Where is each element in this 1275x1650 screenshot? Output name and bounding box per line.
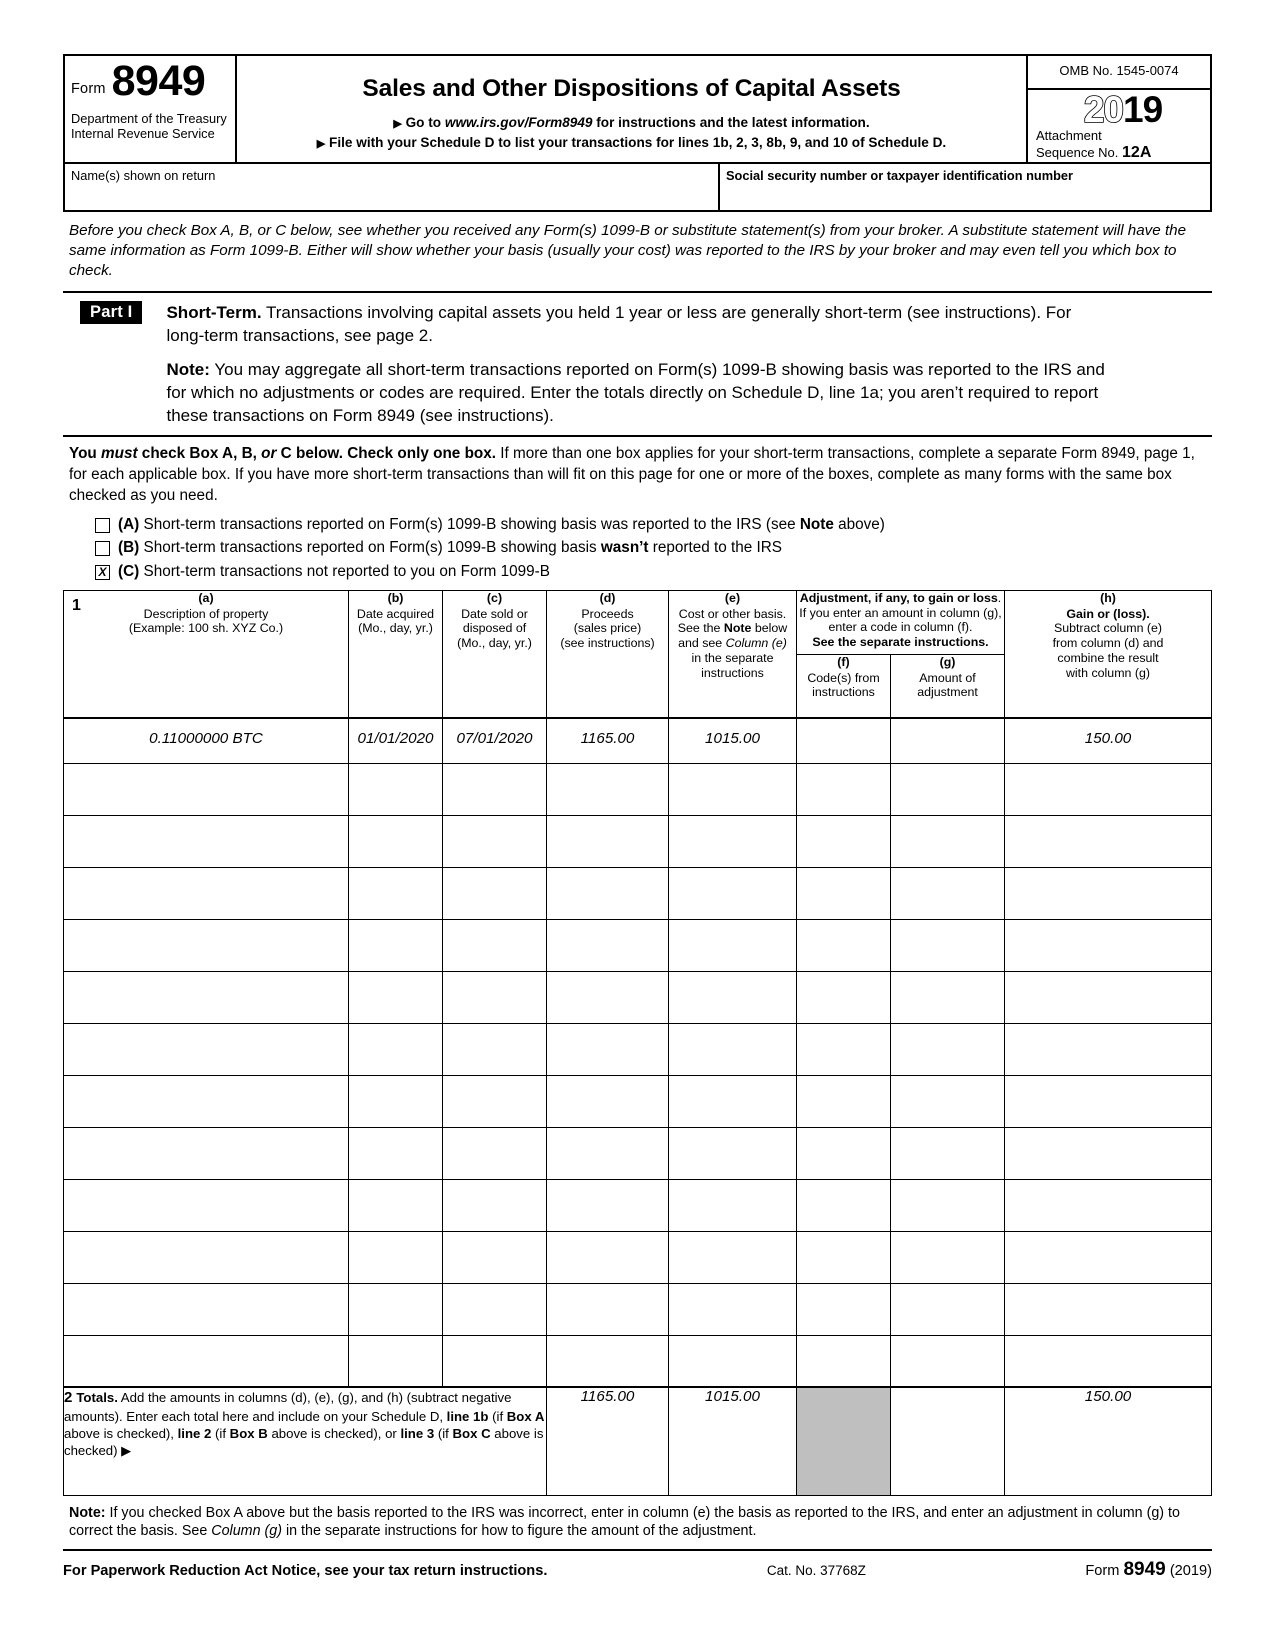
row-3-code[interactable] (797, 867, 891, 919)
row-2-date-acquired[interactable] (349, 815, 443, 867)
totals-gain-loss[interactable]: 150.00 (1005, 1387, 1212, 1495)
row-7-date-acquired[interactable] (349, 1075, 443, 1127)
totals-b4: Box B (229, 1425, 268, 1441)
row-3-description[interactable] (64, 867, 349, 919)
totals-b2: Box A (506, 1408, 545, 1424)
row-6-cost-basis[interactable] (669, 1023, 797, 1075)
must-check-paragraph (63, 437, 1212, 510)
row-7-proceeds[interactable] (547, 1075, 669, 1127)
adjustment-title-main: Adjustment, if any, to gain or loss (799, 590, 998, 605)
ssn-field-cell[interactable] (720, 164, 1210, 210)
adjustment-title-line-4: See the separate instructions. (812, 635, 989, 650)
row-5-gain-loss[interactable] (1005, 971, 1212, 1023)
row-0-proceeds[interactable]: 1165.00 (547, 718, 669, 763)
row-6-description[interactable] (64, 1023, 349, 1075)
totals-b3: line 2 (177, 1425, 212, 1441)
year-block (1028, 90, 1210, 162)
totals-line-number: 2 (64, 1389, 73, 1407)
department-block (71, 111, 231, 142)
file-with-line (237, 135, 1026, 150)
totals-b6: Box C (452, 1425, 491, 1441)
omb-year-block (1028, 56, 1210, 162)
row-12-gain-loss[interactable] (1005, 1335, 1212, 1387)
footer-note-text-1: If you checked Box A above but the basis reported to the IRS was incorrect, enter in column (e) the basis as reported to the IRS, and enter an adjustment in column (g) to correct the basis. See (69, 1504, 1180, 1540)
totals-cost-basis[interactable]: 1015.00 (669, 1387, 797, 1495)
row-4-date-sold[interactable] (443, 919, 547, 971)
totals-code-shaded (797, 1387, 891, 1495)
department-line-2: Internal Revenue Service (71, 126, 215, 142)
name-field-cell[interactable] (65, 164, 720, 210)
column-c-line-3: (Mo., day, yr.) (457, 636, 532, 651)
column-header-e (669, 590, 797, 718)
totals-row (64, 1387, 1212, 1495)
column-header-d (547, 590, 669, 718)
row-7-date-sold[interactable] (443, 1075, 547, 1127)
column-d-line-3: (see instructions) (560, 636, 655, 651)
row-5-date-sold[interactable] (443, 971, 547, 1023)
footer-form-number: 8949 (1123, 1558, 1166, 1580)
column-header-f (797, 654, 891, 718)
department-line-1: Department of the Treasury (71, 110, 227, 126)
row-8-description[interactable] (64, 1127, 349, 1179)
row-7-cost-basis[interactable] (669, 1075, 797, 1127)
arrow-icon-2: ▶ (316, 138, 326, 150)
year-solid-part: 19 (1123, 88, 1163, 130)
adjustment-title-line-3: enter a code in column (f). (828, 620, 973, 635)
must-check-rest: If more than one box applies for your short-term transactions, complete a separate Form 8949, page 1, for each applicable box. If you have more short-term transactions than will fit on this page for one or more of the boxes, complete as many forms with the same box checked as you need. (69, 444, 1195, 504)
column-e-note-bold: Note (723, 621, 752, 636)
row-4-cost-basis[interactable] (669, 919, 797, 971)
catalog-number: Cat. No. 37768Z (766, 1562, 866, 1578)
line-number-1: 1 (72, 596, 81, 614)
column-g-label: (g) (939, 654, 956, 669)
column-e-line-4: in the separate (691, 651, 774, 666)
row-10-date-sold[interactable] (443, 1231, 547, 1283)
checkbox-b-text-3: reported to the IRS (648, 539, 783, 557)
row-11-date-sold[interactable] (443, 1283, 547, 1335)
row-1-description[interactable] (64, 763, 349, 815)
part-1-section (63, 293, 1212, 437)
column-h-label: (h) (1100, 590, 1116, 605)
row-8-gain-loss[interactable] (1005, 1127, 1212, 1179)
arrow-icon: ▶ (393, 118, 402, 130)
checkbox-c[interactable]: X (95, 565, 110, 580)
column-e-line-2c: below (751, 621, 788, 636)
row-12-cost-basis[interactable] (669, 1335, 797, 1387)
table-row[interactable] (64, 763, 1212, 815)
row-5-description[interactable] (64, 971, 349, 1023)
row-3-cost-basis[interactable] (669, 867, 797, 919)
row-5-date-acquired[interactable] (349, 971, 443, 1023)
goto-prefix: Go to (405, 115, 442, 130)
row-1-gain-loss[interactable] (1005, 763, 1212, 815)
footer-note (63, 1496, 1212, 1551)
attachment-sequence (1034, 129, 1210, 162)
form-title-block (237, 56, 1028, 162)
column-header-g (891, 654, 1005, 718)
must-check-b3: C below. Check only one box. (276, 444, 497, 462)
checkbox-b-label (118, 539, 782, 556)
row-0-gain-loss[interactable]: 150.00 (1005, 718, 1212, 763)
row-2-adjustment[interactable] (891, 815, 1005, 867)
row-9-gain-loss[interactable] (1005, 1179, 1212, 1231)
row-2-gain-loss[interactable] (1005, 815, 1212, 867)
footer-form-year: (2019) (1169, 1562, 1212, 1579)
column-c-label: (c) (486, 590, 503, 605)
column-c-line-2: disposed of (462, 621, 527, 636)
attachment-number: 12A (1122, 143, 1152, 161)
table-row[interactable] (64, 815, 1212, 867)
row-9-cost-basis[interactable] (669, 1179, 797, 1231)
checkbox-b[interactable] (95, 541, 110, 556)
row-11-adjustment[interactable] (891, 1283, 1005, 1335)
totals-t6: (if (434, 1425, 453, 1441)
totals-proceeds[interactable]: 1165.00 (547, 1387, 669, 1495)
row-4-code[interactable] (797, 919, 891, 971)
table-row[interactable] (64, 1127, 1212, 1179)
row-4-description[interactable] (64, 919, 349, 971)
broker-intro-paragraph: Before you check Box A, B, or C below, see whether you received any Form(s) 1099-B or substitute statement(s) from your broker. A substitute statement will have the same information as Form 1099-B. Either will show whether your basis (usually your cost) was reported to the IRS by your broker and may even tell you which box to check. (63, 212, 1212, 293)
row-5-cost-basis[interactable] (669, 971, 797, 1023)
row-4-date-acquired[interactable] (349, 919, 443, 971)
column-f-line-2: instructions (812, 685, 875, 700)
column-e-label: (e) (724, 590, 741, 605)
row-7-code[interactable] (797, 1075, 891, 1127)
totals-bold-label: Totals. (76, 1390, 118, 1406)
column-a-label: (a) (198, 590, 214, 605)
form-header (63, 54, 1212, 162)
table-row[interactable] (64, 1075, 1212, 1127)
checkbox-a-label (118, 516, 885, 533)
footer-note-italic: Column (g) (211, 1523, 282, 1540)
column-f-line-1: Code(s) from (807, 670, 880, 685)
column-e-line-3a: and see (678, 636, 726, 651)
row-2-date-sold[interactable] (443, 815, 547, 867)
row-10-description[interactable] (64, 1231, 349, 1283)
row-0-date-acquired[interactable]: 01/01/2020 (349, 718, 443, 763)
file-with-text: File with your Schedule D to list your transactions for lines 1b, 2, 3, 8b, 9, and 10 of Schedule D. (329, 135, 947, 150)
table-row[interactable] (64, 718, 1212, 763)
footer-note-text-2: in the separate instructions for how to figure the amount of the adjustment. (281, 1523, 757, 1540)
row-0-date-sold[interactable]: 07/01/2020 (443, 718, 547, 763)
row-8-date-acquired[interactable] (349, 1127, 443, 1179)
row-7-description[interactable] (64, 1075, 349, 1127)
row-5-code[interactable] (797, 971, 891, 1023)
checkbox-c-letter: (C) (118, 562, 140, 580)
must-check-i2: or (261, 444, 277, 462)
column-h-line-5: with column (g) (1065, 666, 1150, 681)
row-11-code[interactable] (797, 1283, 891, 1335)
ssn-field-label: Social security number or taxpayer identification number (726, 168, 1074, 183)
row-10-code[interactable] (797, 1231, 891, 1283)
totals-text: Add the amounts in columns (d), (e), (g), and (h) (subtract negative amounts). Enter each total here and include on your Schedule D, (64, 1390, 512, 1424)
column-h-line-1: Gain or (loss). (1066, 606, 1150, 621)
attachment-label-2: Sequence No. (1036, 144, 1119, 160)
row-4-gain-loss[interactable] (1005, 919, 1212, 971)
row-1-code[interactable] (797, 763, 891, 815)
row-9-description[interactable] (64, 1179, 349, 1231)
part-1-heading-paragraph (166, 301, 1106, 348)
row-3-proceeds[interactable] (547, 867, 669, 919)
row-11-date-acquired[interactable] (349, 1283, 443, 1335)
part-1-note-label: Note: (166, 359, 210, 379)
column-h-line-2: Subtract column (e) (1053, 621, 1163, 636)
footer-form-label: Form (1085, 1562, 1120, 1579)
row-11-proceeds[interactable] (547, 1283, 669, 1335)
row-11-gain-loss[interactable] (1005, 1283, 1212, 1335)
row-0-adjustment[interactable] (891, 718, 1005, 763)
row-8-proceeds[interactable] (547, 1127, 669, 1179)
column-a-line-2: (Example: 100 sh. XYZ Co.) (128, 621, 284, 636)
column-header-h (1005, 590, 1212, 718)
row-8-code[interactable] (797, 1127, 891, 1179)
column-g-line-2: adjustment (917, 685, 978, 700)
row-10-proceeds[interactable] (547, 1231, 669, 1283)
column-e-line-1: Cost or other basis. (678, 606, 787, 621)
row-6-proceeds[interactable] (547, 1023, 669, 1075)
footer-note-label: Note: (69, 1504, 106, 1521)
column-header-c (443, 590, 547, 718)
adjustment-title-period: . (997, 590, 1002, 605)
adjustment-group-header (797, 590, 1005, 654)
row-12-code[interactable] (797, 1335, 891, 1387)
row-1-cost-basis[interactable] (669, 763, 797, 815)
checkbox-b-bold-2: wasn’t (600, 539, 649, 557)
table-row[interactable] (64, 1231, 1212, 1283)
column-e-italic: Column (e) (725, 636, 787, 651)
table-row[interactable] (64, 1335, 1212, 1387)
part-1-tag: Part I (80, 301, 142, 324)
totals-t5: above is checked), or (267, 1425, 401, 1441)
row-2-cost-basis[interactable] (669, 815, 797, 867)
part-1-note-paragraph (166, 358, 1106, 428)
table-row[interactable] (64, 1283, 1212, 1335)
row-1-date-sold[interactable] (443, 763, 547, 815)
row-3-adjustment[interactable] (891, 867, 1005, 919)
row-6-adjustment[interactable] (891, 1023, 1005, 1075)
row-1-proceeds[interactable] (547, 763, 669, 815)
row-10-adjustment[interactable] (891, 1231, 1005, 1283)
row-6-date-acquired[interactable] (349, 1023, 443, 1075)
checkbox-b-letter: (B) (118, 539, 140, 557)
table-row[interactable] (64, 971, 1212, 1023)
row-7-adjustment[interactable] (891, 1075, 1005, 1127)
attachment-label-1: Attachment (1036, 127, 1102, 143)
row-8-date-sold[interactable] (443, 1127, 547, 1179)
column-d-line-1: Proceeds (581, 606, 634, 621)
row-4-proceeds[interactable] (547, 919, 669, 971)
row-12-proceeds[interactable] (547, 1335, 669, 1387)
must-check-i1: must (101, 444, 138, 462)
column-b-line-2: (Mo., day, yr.) (358, 621, 433, 636)
part-1-heading: Short-Term. (166, 302, 262, 322)
adjustment-title-line-2: If you enter an amount in column (g), (799, 605, 1002, 620)
totals-t2: (if (488, 1408, 507, 1424)
row-12-adjustment[interactable] (891, 1335, 1005, 1387)
column-c-line-1: Date sold or (461, 606, 528, 621)
row-8-cost-basis[interactable] (669, 1127, 797, 1179)
checkbox-a[interactable] (95, 518, 110, 533)
column-d-line-2: (sales price) (573, 621, 642, 636)
column-h-line-3: from column (d) and (1052, 636, 1164, 651)
checkbox-row-c[interactable] (95, 563, 1212, 580)
row-5-proceeds[interactable] (547, 971, 669, 1023)
totals-b1: line 1b (446, 1408, 489, 1424)
row-6-date-sold[interactable] (443, 1023, 547, 1075)
row-10-date-acquired[interactable] (349, 1231, 443, 1283)
goto-suffix: for instructions and the latest information. (596, 115, 870, 130)
taxpayer-identity-row (63, 162, 1212, 212)
column-a-line-1: Description of property (143, 606, 269, 621)
checkbox-a-letter: (A) (118, 516, 140, 534)
row-10-cost-basis[interactable] (669, 1231, 797, 1283)
row-9-code[interactable] (797, 1179, 891, 1231)
name-field-label: Name(s) shown on return (71, 168, 216, 183)
row-6-gain-loss[interactable] (1005, 1023, 1212, 1075)
checkbox-a-text-1: Short-term transactions reported on Form(s) 1099-B showing basis was reported to the IRS (see (139, 516, 800, 534)
table-row[interactable] (64, 1023, 1212, 1075)
row-9-date-acquired[interactable] (349, 1179, 443, 1231)
row-1-adjustment[interactable] (891, 763, 1005, 815)
column-header-b (349, 590, 443, 718)
row-0-description[interactable]: 0.11000000 BTC (64, 718, 349, 763)
row-3-gain-loss[interactable] (1005, 867, 1212, 919)
totals-t3: above is checked), (64, 1425, 178, 1441)
checkbox-a-text-3: above) (833, 516, 885, 534)
footer-form-identifier (1085, 1559, 1212, 1581)
row-8-adjustment[interactable] (891, 1127, 1005, 1179)
row-9-proceeds[interactable] (547, 1179, 669, 1231)
checkbox-b-text-1: Short-term transactions reported on Form(s) 1099-B showing basis (139, 539, 601, 557)
row-11-description[interactable] (64, 1283, 349, 1335)
part-1-note-text: You may aggregate all short-term transactions reported on Form(s) 1099-B showing basis was reported to the IRS and for which no adjustments or codes are required. Enter the totals directly on Schedule D, line 1a; you aren’t required to report these transactions on Form 8949 (see instructions). (166, 359, 1105, 426)
column-d-label: (d) (599, 590, 616, 605)
row-12-description[interactable] (64, 1335, 349, 1387)
row-1-date-acquired[interactable] (349, 763, 443, 815)
goto-url[interactable]: www.irs.gov/Form8949 (444, 115, 593, 130)
totals-t7: above is checked) ▶ (64, 1425, 544, 1458)
table-header-row (64, 590, 1212, 654)
column-b-line-1: Date acquired (356, 606, 435, 621)
totals-b5: line 3 (400, 1425, 435, 1441)
row-4-adjustment[interactable] (891, 919, 1005, 971)
page-title: Sales and Other Dispositions of Capital Assets (362, 75, 901, 102)
row-9-adjustment[interactable] (891, 1179, 1005, 1231)
must-check-b1: You (69, 444, 102, 462)
row-11-cost-basis[interactable] (669, 1283, 797, 1335)
row-9-date-sold[interactable] (443, 1179, 547, 1231)
footer-bar (63, 1551, 1212, 1581)
row-2-description[interactable] (64, 815, 349, 867)
table-row[interactable] (64, 867, 1212, 919)
column-f-label: (f) (837, 654, 850, 669)
checkbox-c-text-1: Short-term transactions not reported to you on Form 1099-B (139, 562, 550, 580)
row-12-date-sold[interactable] (443, 1335, 547, 1387)
omb-number: OMB No. 1545-0074 (1028, 56, 1210, 90)
checkbox-row-a[interactable] (95, 516, 1212, 533)
row-3-date-sold[interactable] (443, 867, 547, 919)
transactions-table (63, 590, 1212, 1496)
checkbox-row-b[interactable] (95, 539, 1212, 556)
row-0-code[interactable] (797, 718, 891, 763)
row-3-date-acquired[interactable] (349, 867, 443, 919)
tax-year (1034, 88, 1210, 130)
form-identity-block (65, 56, 237, 162)
goto-instructions-line (237, 115, 1026, 130)
part-1-heading-rest: Transactions involving capital assets you held 1 year or less are generally short-term (see instructions). For long-term transactions, see page 2. (166, 302, 1072, 346)
year-outline-part: 20 (1083, 88, 1123, 130)
column-e-line-5: instructions (701, 666, 764, 681)
row-2-proceeds[interactable] (547, 815, 669, 867)
row-7-gain-loss[interactable] (1005, 1075, 1212, 1127)
row-12-date-acquired[interactable] (349, 1335, 443, 1387)
part-1-body (166, 301, 1106, 428)
must-check-b2: check Box A, B, (137, 444, 262, 462)
box-selection-list (63, 510, 1212, 589)
table-row[interactable] (64, 919, 1212, 971)
row-10-gain-loss[interactable] (1005, 1231, 1212, 1283)
totals-t4: (if (211, 1425, 230, 1441)
row-5-adjustment[interactable] (891, 971, 1005, 1023)
table-row[interactable] (64, 1179, 1212, 1231)
column-e-line-2a: See the (677, 621, 724, 636)
row-6-code[interactable] (797, 1023, 891, 1075)
totals-description-cell (64, 1387, 547, 1495)
paperwork-notice: For Paperwork Reduction Act Notice, see your tax return instructions. (63, 1562, 548, 1579)
row-0-cost-basis[interactable]: 1015.00 (669, 718, 797, 763)
checkbox-a-bold-2: Note (799, 516, 834, 534)
column-header-a (64, 590, 349, 718)
form-number: 8949 (111, 57, 206, 105)
totals-adjustment[interactable] (891, 1387, 1005, 1495)
row-2-code[interactable] (797, 815, 891, 867)
form-word-label: Form (71, 80, 106, 97)
column-b-label: (b) (387, 590, 404, 605)
column-h-line-4: combine the result (1057, 651, 1159, 666)
column-g-line-1: Amount of (919, 670, 976, 685)
checkbox-c-label (118, 563, 550, 580)
